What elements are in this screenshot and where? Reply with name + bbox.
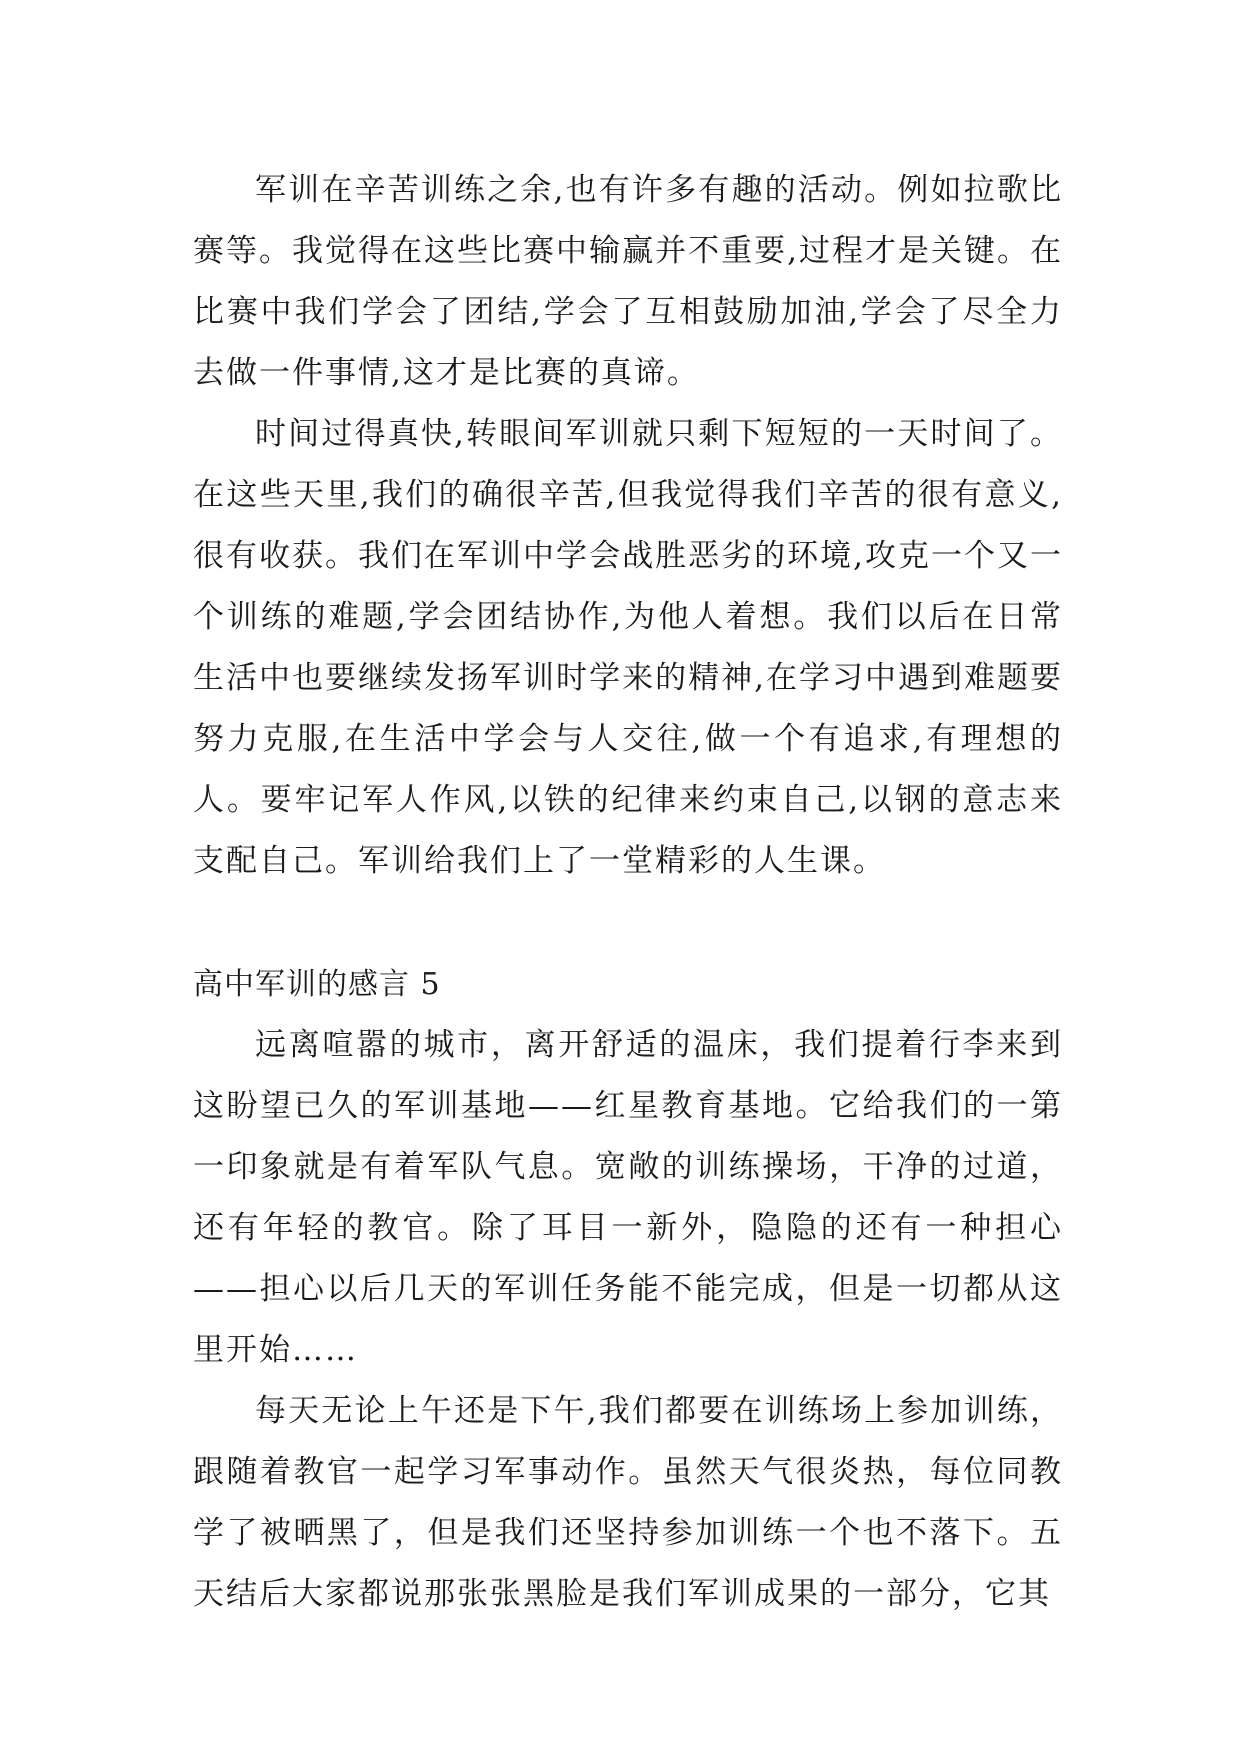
document-body <box>193 160 1063 1625</box>
paragraph-fun-activities: 军训在辛苦训练之余,也有许多有趣的活动。例如拉歌比赛等。我觉得在这些比赛中输赢并不重要,过程才是关键。在比赛中我们学会了团结,学会了互相鼓励加油,学会了尽全力去做一件事情,这才是比赛的真谛。 <box>193 172 1063 391</box>
section-heading: 高中军训的感言 5 <box>193 967 441 1002</box>
paragraph-arrival: 远离喧嚣的城市，离开舒适的温床，我们提着行李来到这盼望已久的军训基地——红星教育基地。它给我们的一第一印象就是有着军队气息。宽敞的训练操场，干净的过道，还有年轻的教官。除了耳目一新外，隐隐的还有一种担心——担心以后几天的军训任务能不能完成，但是一切都从这里开始…… <box>193 1027 1063 1368</box>
paragraph-daily-training: 每天无论上午还是下午,我们都要在训练场上参加训练，跟随着教官一起学习军事动作。虽然天气很炎热，每位同教学了被晒黑了，但是我们还坚持参加训练一个也不落下。五天结后大家都说那张张黑脸是我们军训成果的一部分，它其 <box>193 1393 1063 1612</box>
paragraph-time-flies: 时间过得真快,转眼间军训就只剩下短短的一天时间了。在这些天里,我们的确很辛苦,但我觉得我们辛苦的很有意义,很有收获。我们在军训中学会战胜恶劣的环境,攻克一个又一个训练的难题,学会团结协作,为他人着想。我们以后在日常生活中也要继续发扬军训时学来的精神,在学习中遇到难题要努力克服,在生活中学会与人交往,做一个有追求,有理想的人。要牢记军人作风,以铁的纪律来约束自己,以钢的意志来支配自己。军训给我们上了一堂精彩的人生课。 <box>193 416 1063 879</box>
